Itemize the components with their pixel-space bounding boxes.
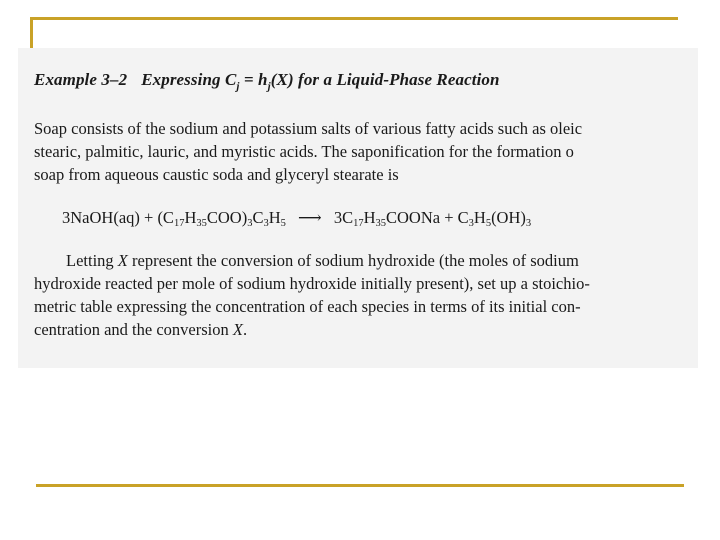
bottom-accent-rule (36, 484, 684, 487)
example-title-sub-j: j (236, 80, 240, 93)
example-title-mid: = h (239, 70, 268, 89)
problem-line-4-pre: centration and the conversion (34, 320, 233, 339)
eq-part: H (363, 208, 376, 227)
textbook-excerpt (18, 48, 698, 368)
variable-x: X (117, 251, 128, 270)
problem-line-1-post: represent the conversion of sodium hydroxide (the moles of sodium (127, 251, 579, 270)
problem-line-1 (34, 249, 698, 272)
eq-sub: 5 (280, 218, 286, 229)
eq-sub: 3 (247, 218, 253, 229)
eq-part: H (473, 208, 486, 227)
eq-sub: 17 (353, 218, 364, 229)
problem-line-3: metric table expressing the concentration of each species in terms of its initial con- (34, 297, 581, 316)
eq-part: (OH) (491, 208, 526, 227)
saponification-equation (62, 208, 531, 229)
example-heading (34, 70, 500, 92)
eq-sub: 3 (468, 218, 474, 229)
problem-line-4 (34, 318, 698, 341)
eq-part: COONa + C (386, 208, 469, 227)
eq-part: COO) (206, 208, 248, 227)
intro-paragraph (34, 117, 698, 186)
problem-line-2: hydroxide reacted per mole of sodium hydroxide initially present), set up a stoichio- (34, 274, 590, 293)
problem-paragraph (34, 249, 698, 341)
eq-part: C (252, 208, 264, 227)
example-title-pre: Expressing C (141, 70, 237, 89)
eq-sub: 35 (196, 218, 207, 229)
problem-line-4-post: . (242, 320, 248, 339)
eq-part: H (184, 208, 197, 227)
eq-part: H (268, 208, 281, 227)
eq-product-part: 3C (333, 208, 354, 227)
eq-reactant-part: 3NaOH(aq) + (C (62, 208, 174, 227)
eq-sub: 3 (525, 218, 532, 229)
eq-sub: 3 (263, 218, 269, 229)
reaction-arrow: ⟶ (298, 208, 322, 227)
eq-sub: 17 (173, 218, 185, 229)
intro-line-3: soap from aqueous caustic soda and glyceryl stearate is (34, 165, 399, 184)
intro-line-2: stearic, palmitic, lauric, and myristic acids. The saponification for the formation o (34, 142, 574, 161)
example-title-sub-j2: j (267, 80, 271, 93)
eq-sub: 35 (375, 218, 386, 229)
top-accent-rule (30, 17, 678, 20)
eq-sub: 5 (485, 218, 492, 229)
example-title-post: (X) for a Liquid-Phase Reaction (270, 70, 500, 89)
intro-line-1: Soap consists of the sodium and potassium salts of various fatty acids such as oleic (34, 119, 583, 138)
example-label: Example 3–2 (34, 70, 128, 89)
problem-line-1-pre: Letting (66, 251, 118, 270)
top-accent-tick (30, 17, 33, 49)
variable-x: X (232, 320, 243, 339)
